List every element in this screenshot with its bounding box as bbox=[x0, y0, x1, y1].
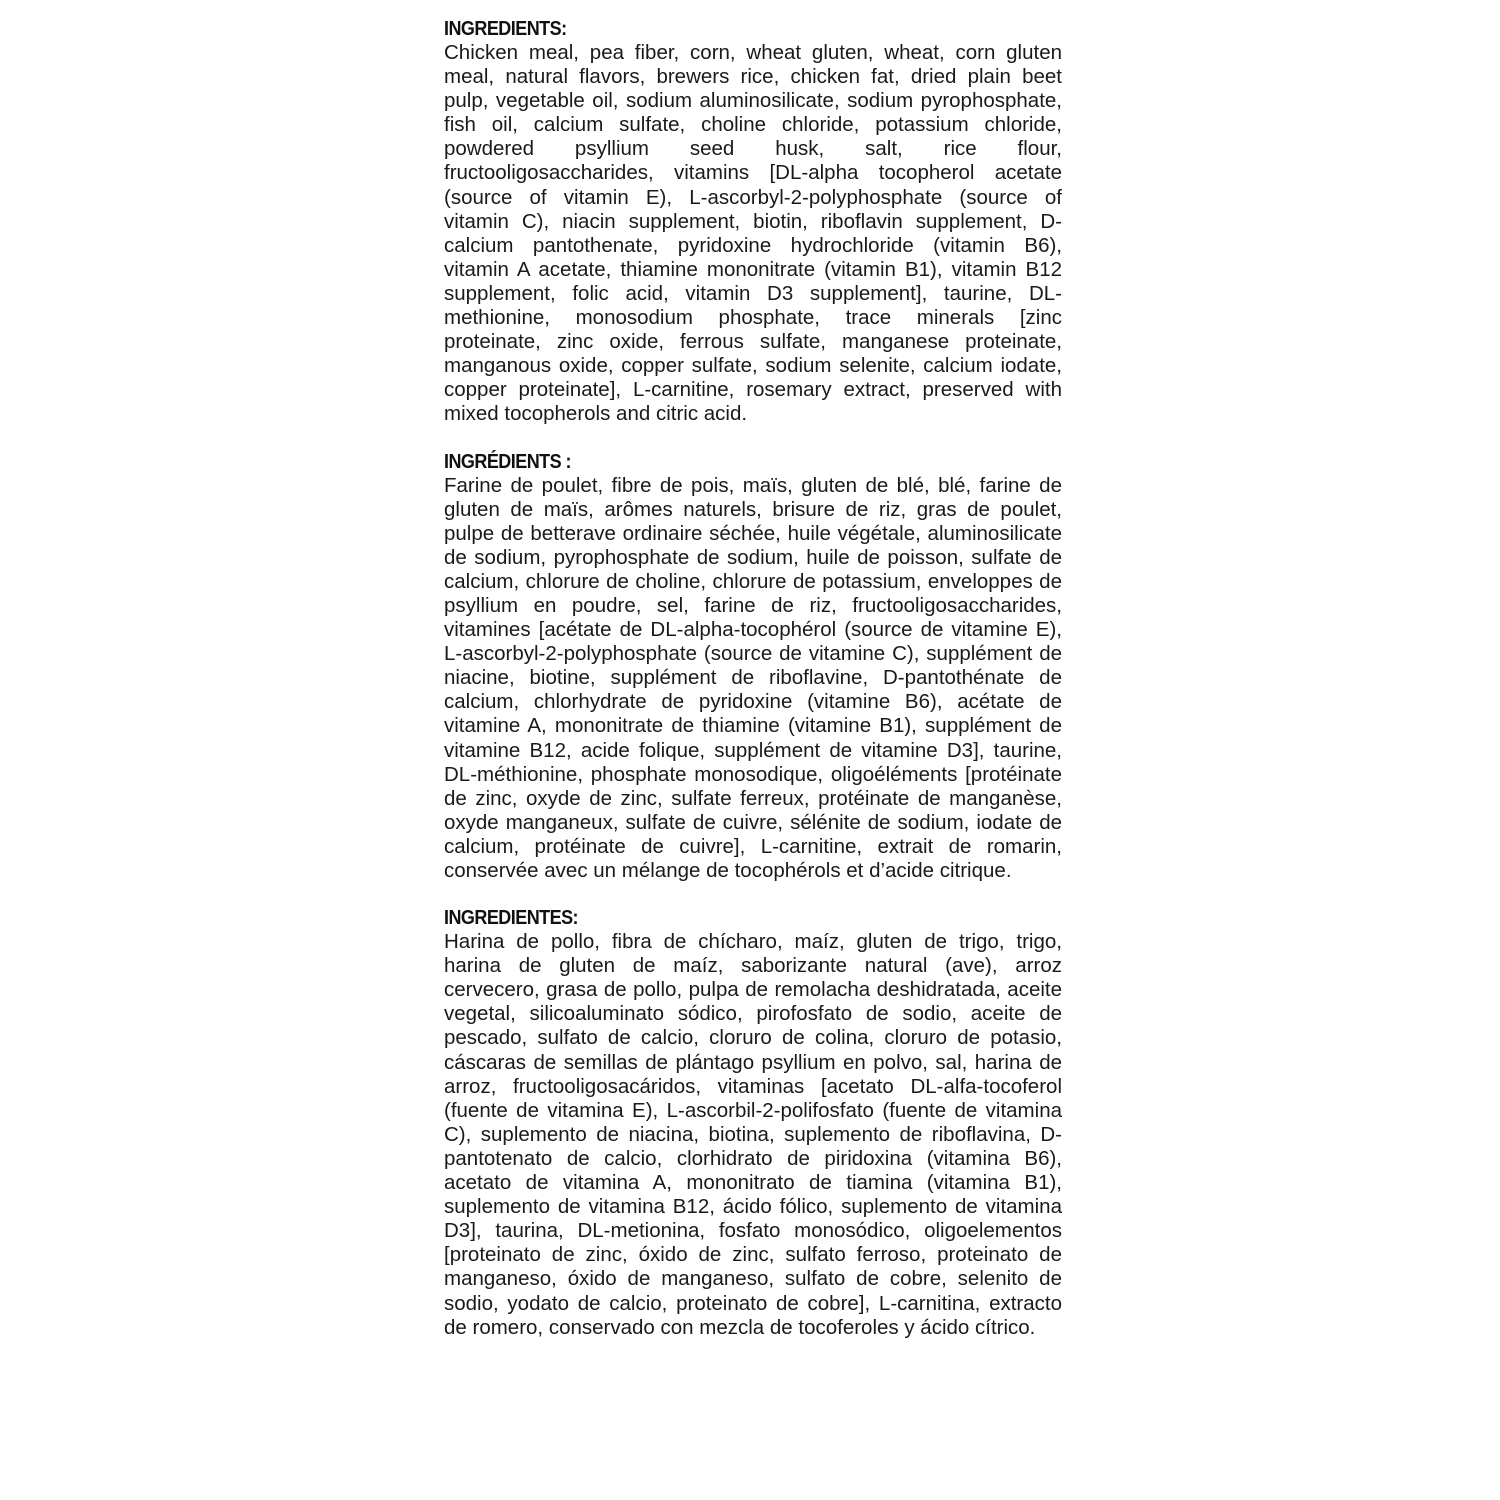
section-heading-french: INGRÉDIENTS : bbox=[444, 450, 571, 473]
ingredient-list-spanish: Harina de pollo, fibra de chícharo, maíz, gluten de trigo, trigo, harina de gluten de maíz, saborizante natural (ave), arroz cervecero, grasa de pollo, pulpa de remolacha deshidratada, aceite vegetal, silicoaluminato sódico, pirofosfato de sodio, aceite de pescado, sulfato de calcio, cloruro de colina, cloruro de potasio, cáscaras de semillas de plántago psyllium en polvo, sal, harina de arroz, fructooligosacáridos, vitaminas [acetato DL-alfa-tocoferol (fuente de vitamina E), L-ascorbil-2-polifosfato (fuente de vitamina C), suplemento de niacina, biotina, suplemento de riboflavina, D-pantotenato de calcio, clorhidrato de piridoxina (vitamina B6), acetato de vitamina A, mononitrato de tiamina (vitamina B1), suplemento de vitamina B12, ácido fólico, suplemento de vitamina D3], taurina, DL-metionina, fosfato monosódico, oligoelementos [proteinato de zinc, óxido de zinc, sulfato ferroso, proteinato de manganeso, óxido de manganeso, sulfato de cobre, selenito de sodio, yodato de calcio, proteinato de cobre], L-carnitina, extracto de romero, conservado con mezcla de tocoferoles y ácido cítrico. bbox=[444, 930, 1062, 1339]
section-heading-english: INGREDIENTS: bbox=[444, 18, 567, 40]
ingredients-french bbox=[444, 450, 1062, 884]
ingredients-spanish bbox=[444, 906, 1062, 1340]
section-heading-spanish: INGREDIENTES: bbox=[444, 907, 579, 930]
ingredient-list-french: Farine de poulet, fibre de pois, maïs, gluten de blé, blé, farine de gluten de maïs, arômes naturels, brisure de riz, gras de poulet, pulpe de betterave ordinaire séchée, huile végétale, aluminosilicate de sodium, pyrophosphate de sodium, huile de poisson, sulfate de calcium, chlorure de choline, chlorure de potassium, enveloppes de psyllium en poudre, sel, farine de riz, fructooligosaccharides, vitamines [acétate de DL-alpha-tocophérol (source de vitamine E), L-ascorbyl-2-polyphosphate (source de vitamine C), supplément de niacine, biotine, supplément de riboflavine, D-pantothénate de calcium, chlorhydrate de pyridoxine (vitamine B6), acétate de vitamine A, mononitrate de thiamine (vitamine B1), supplément de vitamine B12, acide folique, supplément de vitamine D3], taurine, DL-méthionine, phosphate monosodique, oligoéléments [protéinate de zinc, oxyde de zinc, sulfate ferreux, protéinate de manganèse, oxyde manganeux, sulfate de cuivre, sélénite de sodium, iodate de calcium, protéinate de cuivre], L-carnitine, extrait de romarin, conservée avec un mélange de tocophérols et d’acide citrique. bbox=[444, 473, 1062, 882]
ingredient-label bbox=[444, 17, 1062, 1340]
ingredient-list-english: Chicken meal, pea fiber, corn, wheat gluten, wheat, corn gluten meal, natural flavors, brewers rice, chicken fat, dried plain beet pulp, vegetable oil, sodium aluminosilicate, sodium pyrophosphate, fish oil, calcium sulfate, choline chloride, potassium chloride, powdered psyllium seed husk, salt, rice flour, fructooligosaccharides, vitamins [DL-alpha tocopherol acetate (source of vitamin E), L-ascorbyl-2-polyphosphate (source of vitamin C), niacin supplement, biotin, riboflavin supplement, D-calcium pantothenate, pyridoxine hydrochloride (vitamin B6), vitamin A acetate, thiamine mononitrate (vitamin B1), vitamin B12 supplement, folic acid, vitamin D3 supplement], taurine, DL-methionine, monosodium phosphate, trace minerals [zinc proteinate, zinc oxide, ferrous sulfate, manganese proteinate, manganous oxide, copper sulfate, sodium selenite, calcium iodate, copper proteinate], L-carnitine, rosemary extract, preserved with mixed tocopherols and citric acid. bbox=[444, 41, 1062, 426]
ingredients-english bbox=[444, 17, 1062, 427]
